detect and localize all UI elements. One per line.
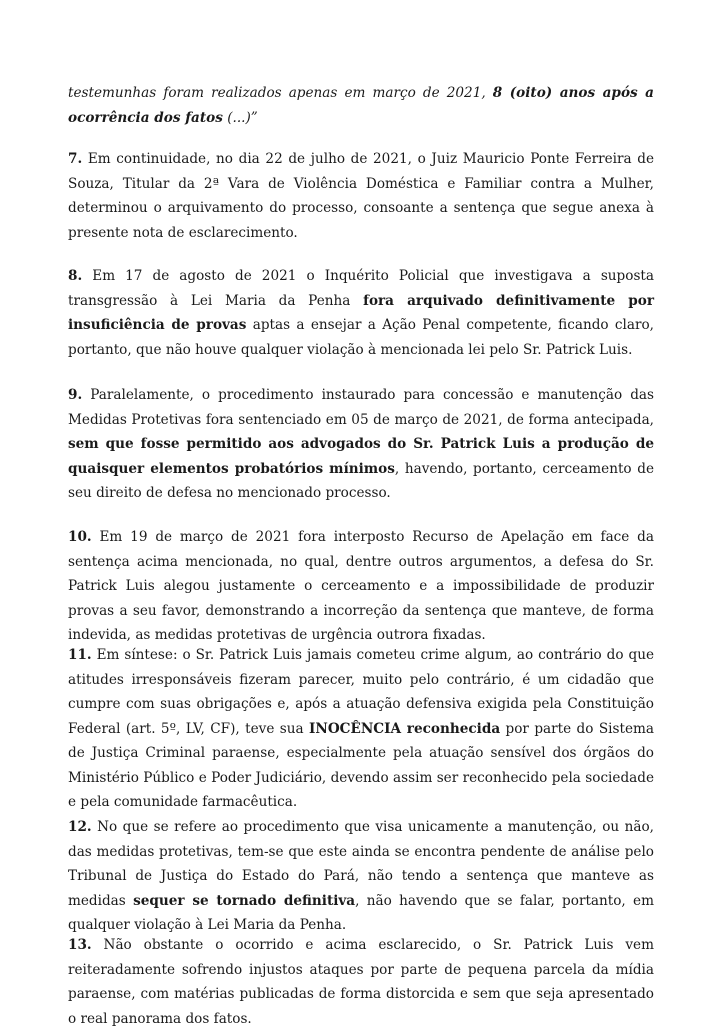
paragraph-text: Em 19 de março de 2021 fora interposto Recurso de Apelação em face da sentença acima mencionada, no qual, dentre outros argumentos, a defesa do Sr. Patrick Luis alegou justamente o cerceamento e a impossibilidade de produzir provas a seu favor, demonstrando a incorreção da sentença que manteve, de forma indevida, as medidas protetivas de urgência outrora fixadas.	[68, 529, 654, 643]
paragraph-emphasis: sequer se tornado definitiva	[133, 892, 356, 909]
paragraph-number: 8.	[68, 268, 83, 284]
paragraph-text: (...)”	[222, 109, 258, 126]
paragraph-7	[68, 147, 654, 245]
paragraph-emphasis: 8 (oito) anos após a ocorrência dos fatos	[68, 85, 654, 126]
paragraph-emphasis: fora arquivado definitivamente por insuficiência de provas	[68, 292, 654, 333]
paragraph-10	[68, 525, 654, 648]
paragraph-text: testemunhas foram realizados apenas em março de 2021,	[68, 85, 493, 101]
paragraph-emphasis: INOCÊNCIA reconhecida	[309, 720, 501, 737]
paragraph-quote-end	[68, 81, 654, 130]
paragraph-number: 7.	[68, 151, 83, 167]
paragraph-text: , não havendo que se falar, portanto, em qualquer violação à Lei Maria da Penha.	[68, 892, 654, 933]
paragraph-text: Em continuidade, no dia 22 de julho de 2021, o Juiz Mauricio Ponte Ferreira de Souza, Titular da 2ª Vara de Violência Doméstica e Familiar contra a Mulher, determinou o arquivamento do processo, consoante a sentença que segue anexa à presente nota de esclarecimento.	[68, 151, 654, 241]
paragraph-text: Em síntese: o Sr. Patrick Luis jamais cometeu crime algum, ao contrário do que atitudes irresponsáveis fizeram parecer, muito pelo contrário, é um cidadão que cumpre com suas obrigações e, após a atuação defensiva exigida pela Constituição Federal (art. 5º, LV, CF), teve sua	[68, 647, 654, 737]
paragraph-8	[68, 264, 654, 362]
paragraph-number: 9.	[68, 387, 83, 403]
paragraph-text: No que se refere ao procedimento que visa unicamente a manutenção, ou não, das medidas protetivas, tem-se que este ainda se encontra pendente de análise pelo Tribunal de Justiça do Estado do Pará, não tendo a sentença que manteve as medidas	[68, 819, 654, 909]
paragraph-12	[68, 815, 654, 938]
paragraph-11	[68, 643, 654, 815]
paragraph-text: , havendo, portanto, cerceamento de seu direito de defesa no mencionado processo.	[68, 460, 654, 501]
paragraph-number: 12.	[68, 819, 92, 835]
paragraph-number: 13.	[68, 937, 92, 953]
paragraph-text: Paralelamente, o procedimento instaurado para concessão e manutenção das Medidas Protetivas fora sentenciado em 05 de março de 2021, de forma antecipada,	[68, 387, 654, 428]
paragraph-13	[68, 933, 654, 1031]
paragraph-text: Em 17 de agosto de 2021 o Inquérito Policial que investigava a suposta transgressão à Lei Maria da Penha	[68, 268, 654, 309]
paragraph-text: aptas a ensejar a Ação Penal competente, ficando claro, portanto, que não houve qualquer violação à mencionada lei pelo Sr. Patrick Luis.	[68, 317, 654, 358]
paragraph-text: Não obstante o ocorrido e acima esclarecido, o Sr. Patrick Luis vem reiteradamente sofrendo injustos ataques por parte de pequena parcela da mídia paraense, com matérias publicadas de forma distorcida e sem que seja apresentado o real panorama dos fatos.	[68, 937, 654, 1027]
paragraph-number: 11.	[68, 647, 92, 663]
paragraph-emphasis: sem que fosse permitido aos advogados do Sr. Patrick Luis a produção de quaisquer elementos probatórios mínimos	[68, 436, 654, 477]
paragraph-text: por parte do Sistema de Justiça Criminal paraense, especialmente pela atuação sensível dos órgãos do Ministério Público e Poder Judiciário, devendo assim ser reconhecido pela sociedade e pela comunidade farmacêutica.	[68, 720, 654, 810]
paragraph-number: 10.	[68, 529, 92, 545]
paragraph-9	[68, 383, 654, 506]
